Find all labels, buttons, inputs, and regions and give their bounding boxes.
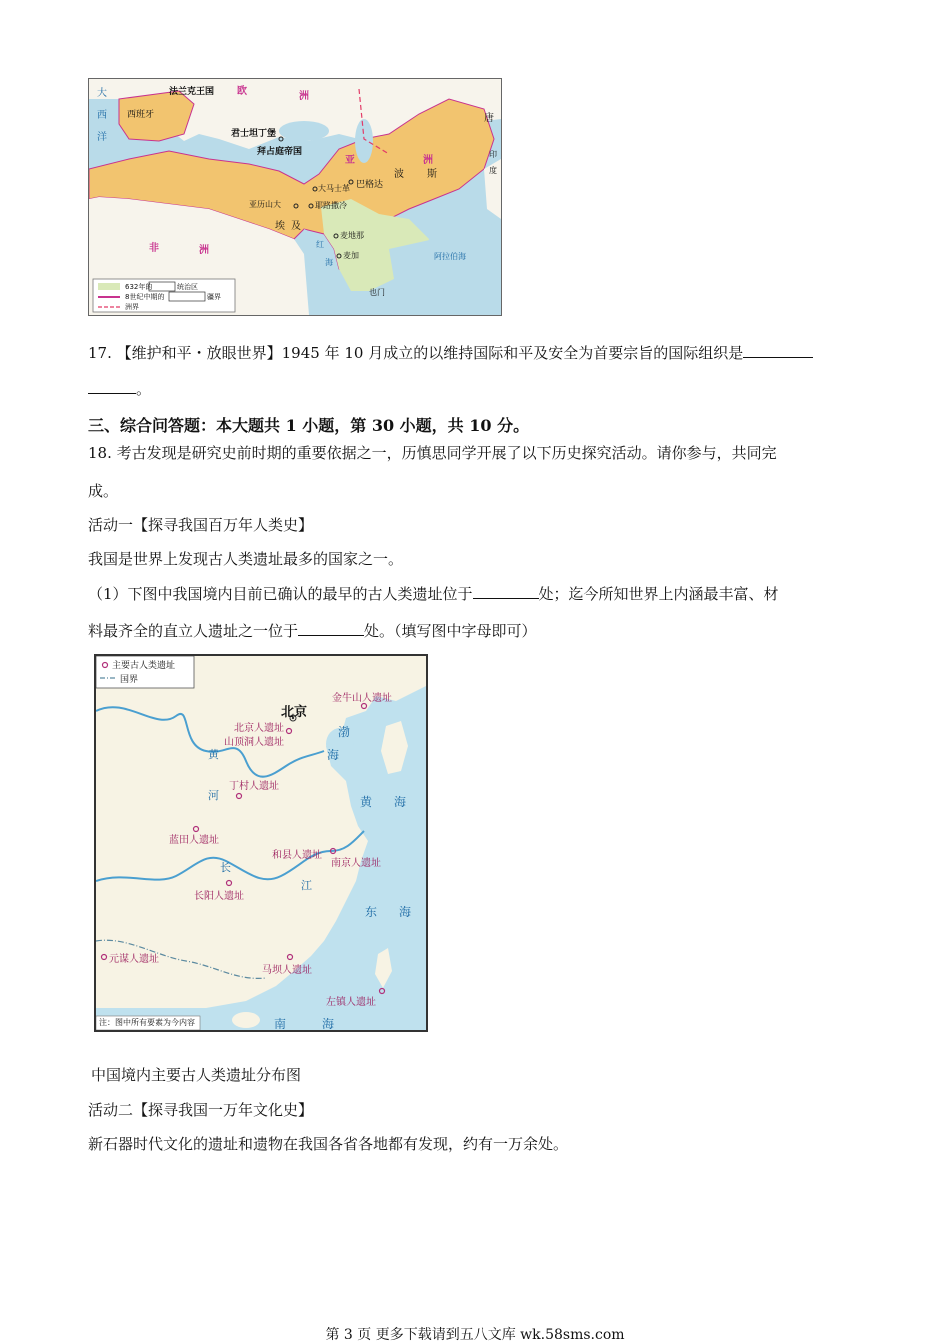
red-sea-label-1: 红 [316,240,324,249]
question-17-end: 。 [136,380,152,398]
frank-label: 法兰克王国 [169,87,215,97]
question-18-line2: 成。 [88,482,119,500]
subquestion-1-line2-part1: 料最齐全的直立人遗址之一位于 [88,622,299,640]
europe-label-2: 洲 [299,91,309,102]
subquestion-1-part2: 处；迄今所知世界上内涵最丰富、材 [538,585,779,603]
india-label-1: 印 [489,150,497,159]
alexandria-label: 亚历山大 [249,200,281,209]
legend-item2-prefix: 8世纪中期的 [125,293,165,301]
atlantic-label-1: 大 [97,88,107,99]
africa-label-1: 非 [149,243,159,254]
question-17-line2 [88,378,151,399]
arabian-sea-label: 阿拉伯海 [434,252,466,261]
legend-site-label: 主要古人类遗址 [112,661,176,671]
legend-item3: 洲界 [125,303,139,311]
subquestion-1-part1: （1）下图中我国境内目前已确认的最早的古人类遗址位于 [88,585,473,603]
question-17-blank-a[interactable] [743,343,813,358]
site-changyang: 长阳人遗址 [194,891,244,902]
map-note: 注：图中所有要素为今内容 [99,1018,195,1027]
page-footer: 第 3 页 更多下载请到五八文库 wk.58sms.com [325,1327,625,1343]
legend-item1-suffix: 统治区 [177,283,198,291]
constantinople-label: 君士坦丁堡 [231,129,277,139]
yemen-label: 也门 [369,288,385,297]
yellow-sea-label-2: 海 [394,795,407,809]
baghdad-label: 巴格达 [356,180,384,190]
legend-item1-prefix: 632年的 [125,283,153,291]
question-18-line1: 18. 考古发现是研究史前时期的重要依据之一，历慎思同学开展了以下历史探究活动。请你参与，共同完 [88,444,777,462]
yellow-sea-label-1: 黄 [360,795,373,809]
site-yuanmou: 元谋人遗址 [109,954,159,965]
site-jinniushan: 金牛山人遗址 [332,693,392,704]
yangtze-label-2: 江 [301,879,312,892]
site-zuozhen: 左镇人遗址 [326,997,376,1008]
subquestion-1-blank-a[interactable] [473,584,539,599]
question-17-line1 [88,342,813,363]
south-sea-label-2: 海 [322,1017,335,1031]
china-sites-map-graphic [96,656,426,1030]
egypt-label-1: 埃 [275,221,285,232]
beijing-label: 北京 [281,705,308,720]
site-nanjing: 南京人遗址 [331,858,381,869]
question-17-blank-b[interactable] [88,379,136,394]
arab-empire-map [88,78,502,316]
yellow-river-label-1: 黄 [208,748,219,761]
asia-label-2: 洲 [423,155,433,166]
red-sea-label-2: 海 [325,258,333,267]
persia-label-2: 斯 [427,169,437,180]
jerusalem-label: 耶路撒冷 [315,201,347,210]
legend-border-label: 国界 [120,675,139,685]
atlantic-label-2: 西 [97,110,107,121]
site-shandingdong: 山顶洞人遗址 [224,737,284,748]
site-maba: 马坝人遗址 [262,965,312,976]
asia-label-1: 亚 [345,155,355,166]
map-caption: 中国境内主要古人类遗址分布图 [91,1066,302,1084]
activity2-title: 活动二【探寻我国一万年文化史】 [88,1101,314,1119]
subquestion-1-line2-part2: 处。（填写图中字母即可） [364,622,537,640]
subquestion-1-blank-b[interactable] [298,621,364,636]
egypt-label-2: 及 [291,221,301,232]
europe-label-1: 欧 [237,86,247,97]
east-sea-label-1: 东 [365,905,378,919]
damascus-label: 大马士革 [318,184,350,193]
site-beijingren: 北京人遗址 [234,723,284,734]
bohai-label-1: 渤 [338,725,351,739]
china-sites-map [94,654,428,1032]
atlantic-label-3: 洋 [97,132,107,143]
bohai-label-2: 海 [327,748,340,762]
africa-label-2: 洲 [199,245,209,256]
subquestion-1-line2 [88,620,537,641]
tang-label: 唐 [484,113,494,124]
yangtze-label-1: 长 [220,861,231,874]
medina-label: 麦地那 [340,231,364,240]
mecca-label: 麦加 [343,251,359,260]
activity1-text: 我国是世界上发现古人类遗址最多的国家之一。 [88,550,404,568]
yellow-river-label-2: 河 [208,789,219,802]
site-hexian: 和县人遗址 [272,850,322,861]
site-dingcun: 丁村人遗址 [229,781,279,792]
subquestion-1-line1 [88,583,779,604]
east-sea-label-2: 海 [399,905,412,919]
india-label-2: 度 [489,166,497,175]
question-17-text: 17. 【维护和平・放眼世界】1945 年 10 月成立的以维持国际和平及安全为首要宗旨的国际组织是 [88,344,744,362]
site-lantian: 蓝田人遗址 [169,835,219,846]
south-sea-label-1: 南 [274,1017,287,1031]
activity1-title: 活动一【探寻我国百万年人类史】 [88,516,314,534]
activity2-text: 新石器时代文化的遗址和遗物在我国各省各地都有发现，约有一万余处。 [88,1135,569,1153]
section-3-heading: 三、综合问答题：本大题共 1 小题，第 30 小题，共 10 分。 [88,416,530,435]
persia-label-1: 波 [394,169,404,180]
legend-item2-suffix: 疆界 [207,293,221,301]
byzantine-label: 拜占庭帝国 [257,147,303,157]
spain-label: 西班牙 [127,110,155,120]
